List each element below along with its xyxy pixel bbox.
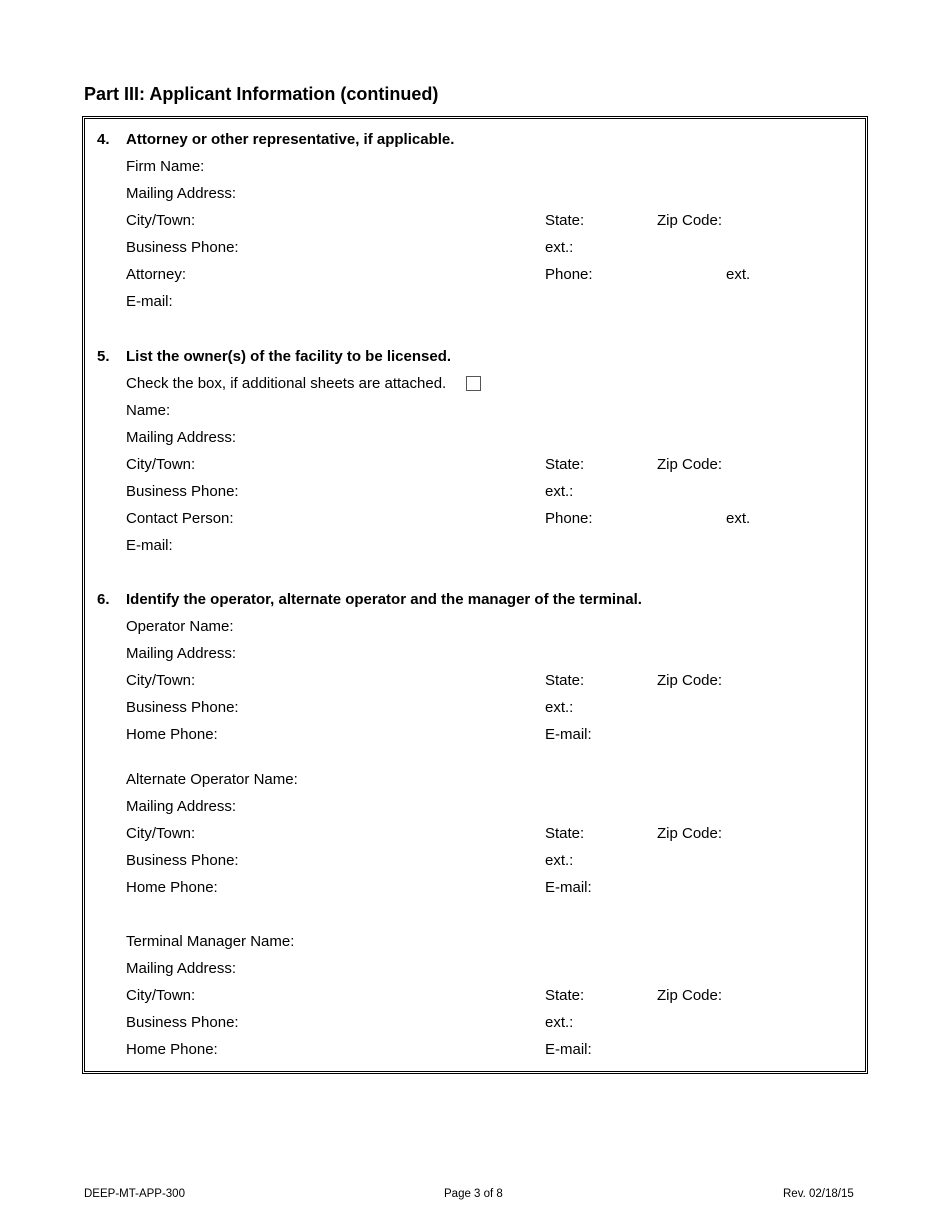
section-4-number: 4. xyxy=(97,131,110,148)
state-label: State: xyxy=(545,212,585,229)
additional-sheets-checkbox[interactable] xyxy=(466,376,481,391)
footer-form-id: DEEP-MT-APP-300 xyxy=(84,1188,185,1200)
city-town-label: City/Town: xyxy=(126,825,196,842)
ext-label: ext.: xyxy=(545,239,574,256)
business-phone-label: Business Phone: xyxy=(126,239,239,256)
home-phone-label: Home Phone: xyxy=(126,726,218,743)
business-phone-label: Business Phone: xyxy=(126,483,239,500)
city-town-label: City/Town: xyxy=(126,672,196,689)
zip-code-label: Zip Code: xyxy=(657,212,723,229)
section-6-number: 6. xyxy=(97,591,110,608)
mailing-address-label: Mailing Address: xyxy=(126,960,237,977)
email-label: E-mail: xyxy=(126,537,173,554)
mailing-address-label: Mailing Address: xyxy=(126,645,237,662)
city-town-label: City/Town: xyxy=(126,987,196,1004)
zip-code-label: Zip Code: xyxy=(657,672,723,689)
ext-label: ext.: xyxy=(545,483,574,500)
ext-label: ext. xyxy=(726,510,751,527)
ext-label: ext.: xyxy=(545,1014,574,1031)
section-6-heading: Identify the operator, alternate operator and the manager of the terminal. xyxy=(126,591,642,608)
email-label: E-mail: xyxy=(545,1041,592,1058)
firm-name-label: Firm Name: xyxy=(126,158,205,175)
state-label: State: xyxy=(545,987,585,1004)
section-5-heading: List the owner(s) of the facility to be licensed. xyxy=(126,348,452,365)
zip-code-label: Zip Code: xyxy=(657,456,723,473)
mailing-address-label: Mailing Address: xyxy=(126,185,237,202)
page-title: Part III: Applicant Information (continued) xyxy=(84,84,439,104)
footer-revision: Rev. 02/18/15 xyxy=(783,1188,854,1200)
email-label: E-mail: xyxy=(126,293,173,310)
mailing-address-label: Mailing Address: xyxy=(126,798,237,815)
business-phone-label: Business Phone: xyxy=(126,699,239,716)
business-phone-label: Business Phone: xyxy=(126,852,239,869)
operator-name-label: Operator Name: xyxy=(126,618,234,635)
attorney-label: Attorney: xyxy=(126,266,187,283)
email-label: E-mail: xyxy=(545,879,592,896)
city-town-label: City/Town: xyxy=(126,212,196,229)
mailing-address-label: Mailing Address: xyxy=(126,429,237,446)
name-label: Name: xyxy=(126,402,171,419)
terminal-manager-name-label: Terminal Manager Name: xyxy=(126,933,295,950)
phone-label: Phone: xyxy=(545,510,593,527)
zip-code-label: Zip Code: xyxy=(657,825,723,842)
city-town-label: City/Town: xyxy=(126,456,196,473)
section-5-number: 5. xyxy=(97,348,110,365)
contact-person-label: Contact Person: xyxy=(126,510,234,527)
state-label: State: xyxy=(545,672,585,689)
ext-label: ext.: xyxy=(545,699,574,716)
phone-label: Phone: xyxy=(545,266,593,283)
email-label: E-mail: xyxy=(545,726,592,743)
ext-label: ext.: xyxy=(545,852,574,869)
additional-sheets-label: Check the box, if additional sheets are attached. xyxy=(126,375,447,392)
zip-code-label: Zip Code: xyxy=(657,987,723,1004)
state-label: State: xyxy=(545,456,585,473)
footer-page-number: Page 3 of 8 xyxy=(444,1188,503,1200)
alternate-operator-name-label: Alternate Operator Name: xyxy=(126,771,298,788)
ext-label: ext. xyxy=(726,266,751,283)
home-phone-label: Home Phone: xyxy=(126,1041,218,1058)
state-label: State: xyxy=(545,825,585,842)
business-phone-label: Business Phone: xyxy=(126,1014,239,1031)
section-4-heading: Attorney or other representative, if applicable. xyxy=(126,131,455,148)
home-phone-label: Home Phone: xyxy=(126,879,218,896)
